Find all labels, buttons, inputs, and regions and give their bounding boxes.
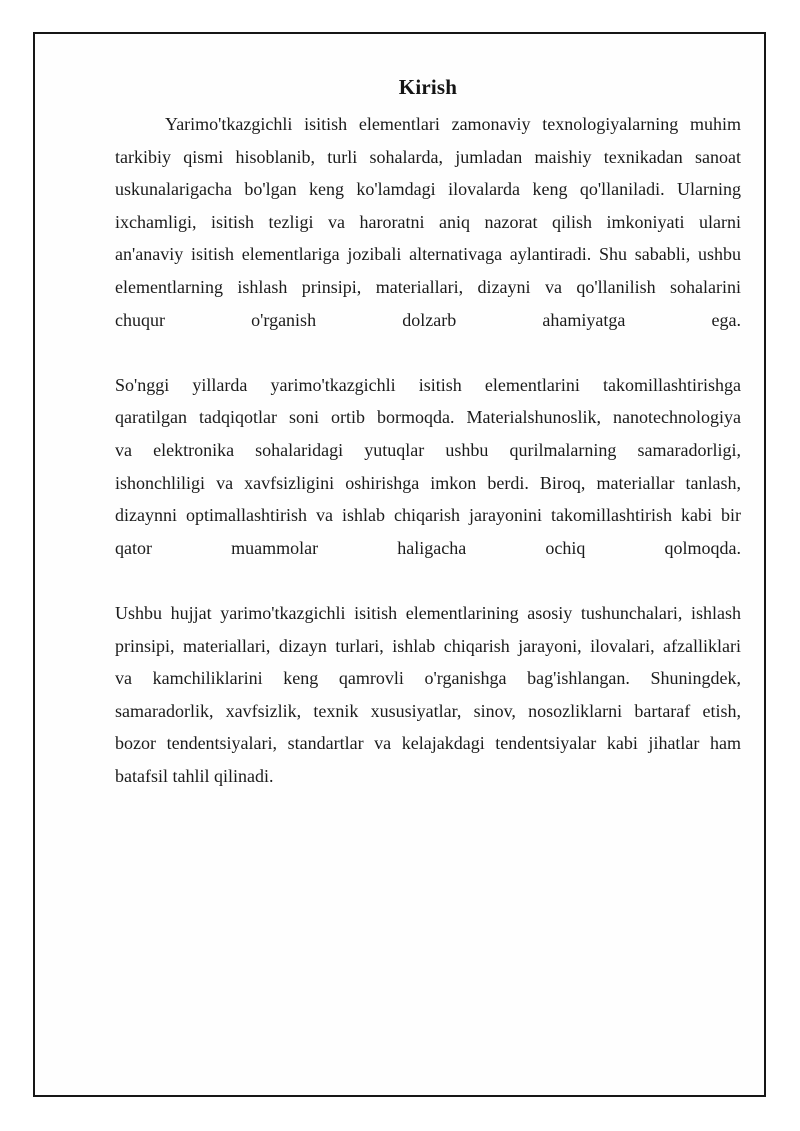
- text-line: batafsil tahlil qilinadi.: [115, 765, 274, 786]
- text-line: elementlarning ishlash prinsipi, materiallari, dizayni va qo'llanilish sohalarini: [115, 276, 741, 297]
- text-line: So'nggi yillarda yarimo'tkazgichli isitish elementlarini takomillashtirishga: [115, 374, 741, 395]
- text-line: uskunalarigacha bo'lgan keng ko'lamdagi ilovalarda keng qo'llaniladi. Ularning: [115, 179, 741, 200]
- text-line: dizaynni optimallashtirish va ishlab chiqarish jarayonini takomillashtirish kabi bir: [115, 505, 741, 526]
- text-line: va kamchiliklarini keng qamrovli o'rganishga bag'ishlangan. Shuningdek,: [115, 668, 741, 689]
- text-line: qator muammolar haligacha ochiq qolmoqda.: [115, 537, 741, 558]
- text-line: qaratilgan tadqiqotlar soni ortib bormoqda. Materialshunoslik, nanotechnologiya: [115, 407, 741, 428]
- paragraph-2: [115, 369, 741, 565]
- text-line: samaradorlik, xavfsizlik, texnik xususiyatlar, sinov, nosozliklarni bartaraf etish,: [115, 700, 741, 721]
- page-border: [33, 32, 766, 1097]
- paragraph-1: [115, 108, 741, 336]
- text-line: va elektronika sohalaridagi yutuqlar ushbu qurilmalarning samaradorligi,: [115, 439, 741, 460]
- page-content: [35, 34, 764, 792]
- text-line: bozor tendentsiyalari, standartlar va kelajakdagi tendentsiyalar kabi jihatlar ham: [115, 733, 741, 754]
- text-line: prinsipi, materiallari, dizayn turlari, ishlab chiqarish jarayoni, ilovalari, afzalliklari: [115, 635, 741, 656]
- text-line: Ushbu hujjat yarimo'tkazgichli isitish elementlarining asosiy tushunchalari, ishlash: [115, 602, 741, 623]
- text-line: tarkibiy qismi hisoblanib, turli sohalarda, jumladan maishiy texnikadan sanoat: [115, 146, 741, 167]
- section-title: Kirish: [398, 75, 458, 99]
- text-line: ixchamligi, isitish tezligi va haroratni aniq nazorat qilish imkoniyati ularni: [115, 211, 741, 232]
- text-line: chuqur o'rganish dolzarb ahamiyatga ega.: [115, 309, 741, 330]
- text-line: an'anaviy isitish elementlariga jozibali alternativaga aylantiradi. Shu sababli, ushbu: [115, 244, 741, 265]
- text-line: Yarimo'tkazgichli isitish elementlari zamonaviy texnologiyalarning muhim: [165, 114, 741, 134]
- text-line: ishonchliligi va xavfsizligini oshirishga imkon berdi. Biroq, materiallar tanlash,: [115, 472, 741, 493]
- paragraph-3: [115, 597, 741, 793]
